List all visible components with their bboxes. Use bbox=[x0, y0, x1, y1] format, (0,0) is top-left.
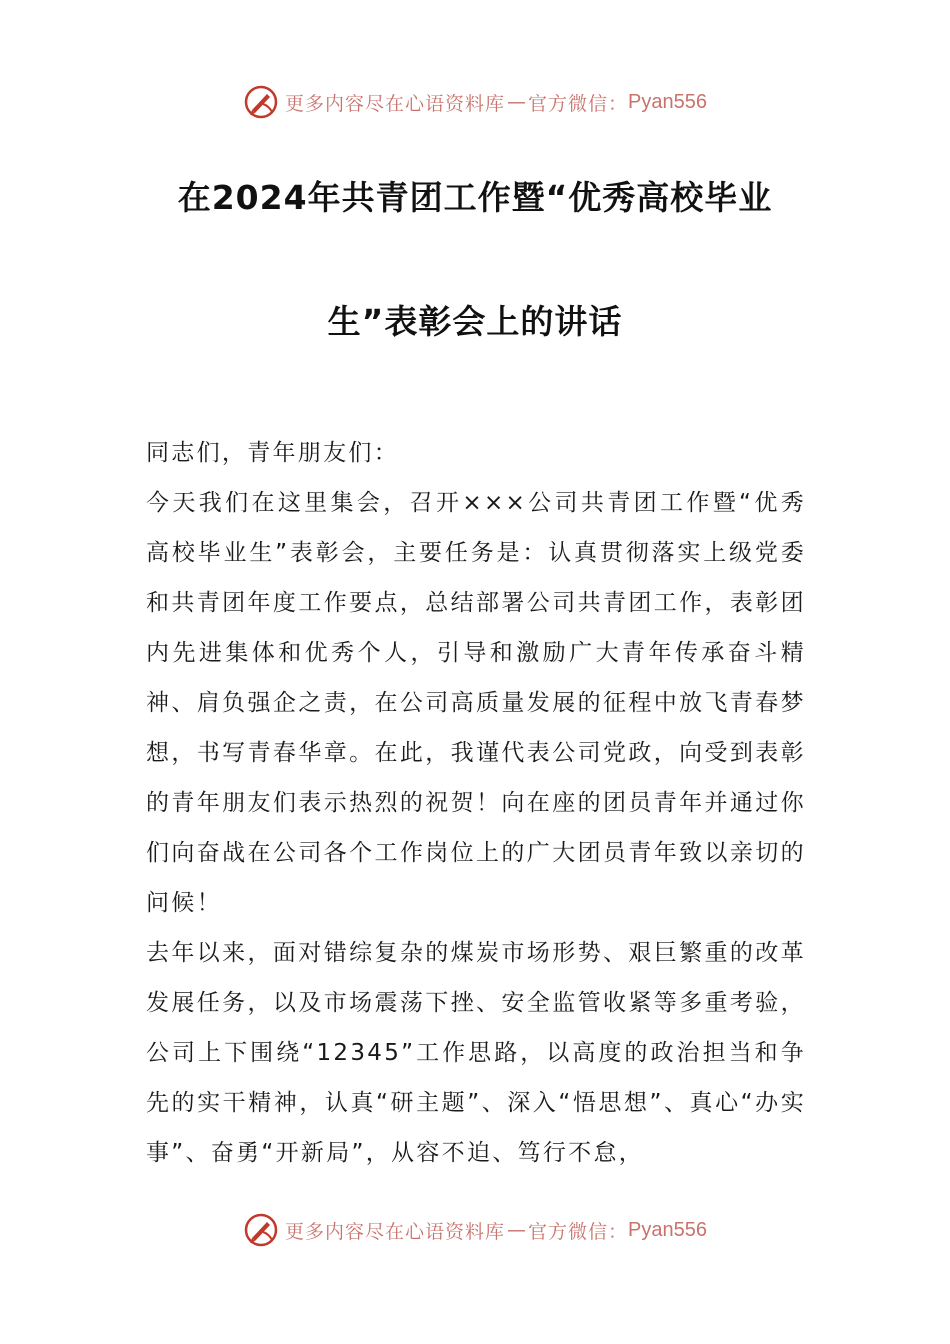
banner-wechat-label: 官方微信： bbox=[528, 92, 629, 115]
paragraph-2: 去年以来，面对错综复杂的煤炭市场形势、艰巨繁重的改革发展任务，以及市场震荡下挫、安全监管收紧等多重考验，公司上下围绕“12345”工作思路，以高度的政治担当和争先的实干精神，认真“研主题”、深入“悟思想”、真心“办实事”、奋勇“开新局”，从容不迫、笃行不怠， bbox=[146, 940, 806, 1166]
banner-wechat-id: Pyan556 bbox=[628, 1218, 707, 1241]
banner-wechat-id: Pyan556 bbox=[628, 90, 707, 113]
banner-separator: — bbox=[507, 1219, 527, 1241]
banner-text: 更多内容尽在心语资料库 bbox=[285, 92, 506, 115]
document-title-line-1: 在2024年共青团工作暨“优秀高校毕业 bbox=[177, 178, 773, 217]
greeting: 同志们，青年朋友们： bbox=[146, 440, 399, 466]
paragraph-1: 今天我们在这里集会，召开×××公司共青团工作暨“优秀高校毕业生”表彰会，主要任务是：认真贯彻落实上级党委和共青团年度工作要点，总结部署公司共青团工作，表彰团内先进集体和优秀个人，引导和激励广大青年传承奋斗精神、肩负强企之责，在公司高质量发展的征程中放飞青春梦想，书写青春华章。在此，我谨代表公司党政，向受到表彰的青年朋友们表示热烈的祝贺！向在座的团员青年并通过你们向奋战在公司各个工作岗位上的广大团员青年致以亲切的问候！ bbox=[146, 490, 806, 916]
banner-wechat-label: 官方微信： bbox=[528, 1220, 629, 1243]
document-title-line-2: 生”表彰会上的讲话 bbox=[327, 302, 623, 341]
header-banner bbox=[0, 82, 950, 122]
pen-seal-logo-icon bbox=[243, 84, 279, 120]
pen-seal-logo-icon bbox=[243, 1212, 279, 1248]
document-body bbox=[146, 428, 806, 1178]
banner-separator: — bbox=[507, 91, 527, 113]
banner-text: 更多内容尽在心语资料库 bbox=[285, 1220, 506, 1243]
footer-banner bbox=[0, 1210, 950, 1250]
